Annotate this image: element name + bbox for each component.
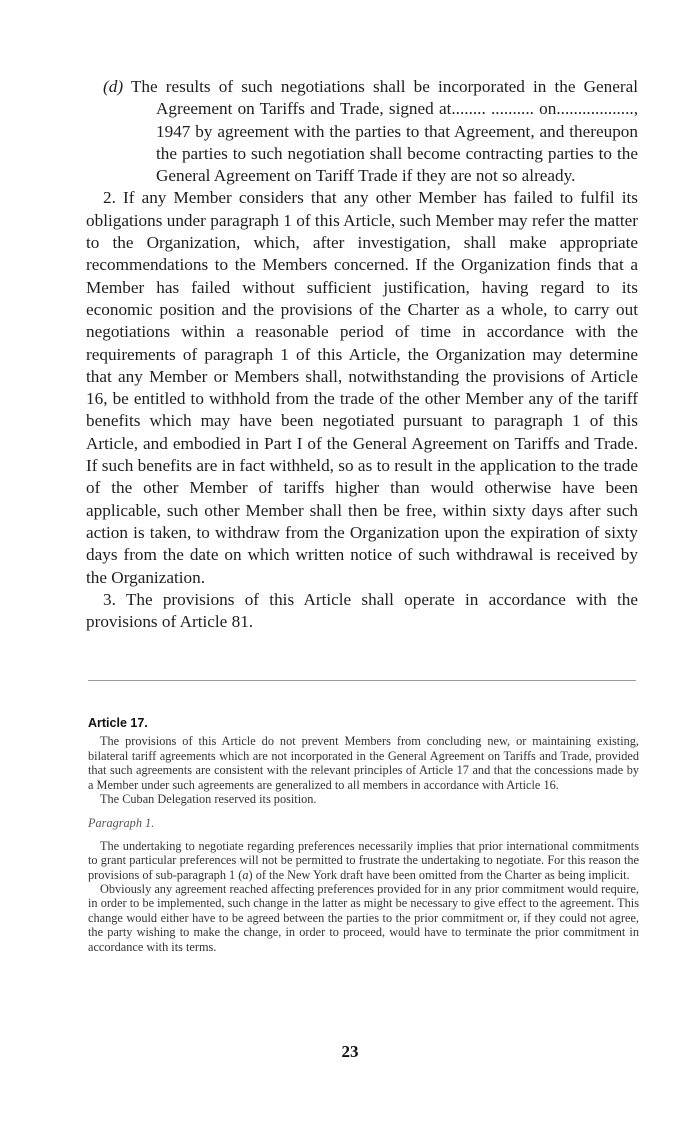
paragraph-2: 2. If any Member considers that any other Member has failed to fulfil its obligations under paragraph 1 of this Article, such Member may refer the matter to the Organization, which, after investigation, shall make appropriate recommendations to the Members concerned. If the Organization finds that a Member has failed without sufficient justification, having regard to its economic position and the provisions of the Charter as a whole, to carry out negotiations within a reasonable period of time in accordance with the requirements of paragraph 1 of this Article, the Organization may determine that any Member or Members shall, notwithstanding the provisions of Article 16, be entitled to withhold from the trade of the other Member any of the tariff benefits which may have been negotiated pursuant to paragraph 1 of this Article, and embodied in Part I of the General Agreement on Tariffs and Trade. If such benefits are in fact withheld, so as to result in the application to the trade of the other Member of tariffs higher than would otherwise have been applicable, such other Member shall then be free, within sixty days after such action is taken, to withdraw from the Organization upon the expiration of sixty days from the date on which written notice of such withdrawal is received by the Organization. [86,188,638,587]
paragraph-d-text: The results of such negotiations shall be incorporated in the General Agreement on Tariffs and Trade, signed at........ .......... on.................., 1947 by agreement with the parties to that Agreement, and thereupon the parties to such negotiation shall become contracting parties to the General Agreement on Tariff Trade if they are not so already. [123,77,638,186]
note-paragraph: Obviously any agreement reached affecting preferences provided for in any prior commitment would require, in order to be implemented, such change in the latter as might be necessary to give effect to the agreement. This change would either have to be agreed between the parties to the prior commitment or, if they could not agree, the party wishing to make the change, in order to proceed, would have to terminate the prior commitment in accordance with its terms. [88,882,639,954]
note-text: The undertaking to negotiate regarding preferences necessarily implies that prior international commitments to grant particular preferences will not be permitted to frustrate the undertaking to negotiate. For this reason the provisions of sub-paragraph 1 ( [88,838,639,882]
footnotes [88,716,639,954]
notes-heading: Article 17. [88,716,148,730]
note-paragraph: The Cuban Delegation reserved its position. [100,792,317,807]
page-number: 23 [341,1042,359,1061]
footnote-divider [88,680,636,681]
paragraph-d-label: (d) [103,77,124,96]
note-paragraph: The provisions of this Article do not prevent Members from concluding new, or maintaining existing, bilateral tariff agreements which are not incorporated in the General Agreement on Tariffs and Trade, provided that such agreements are consistent with the relevant principles of Article 17 and that the concessions made by a Member under such agreements are generalized to all members in accordance with Article 16. [88,734,639,792]
note-text-italic: a [242,867,249,882]
paragraph-3: 3. The provisions of this Article shall operate in accordance with the provisions of Article 81. [86,589,638,632]
paragraph-d [86,76,638,187]
notes-subheading: Paragraph 1. [88,816,155,831]
main-text [86,76,638,633]
note-text: ) of the New York draft have been omitted from the Charter as being implicit. [248,867,630,882]
note-paragraph [88,839,639,882]
